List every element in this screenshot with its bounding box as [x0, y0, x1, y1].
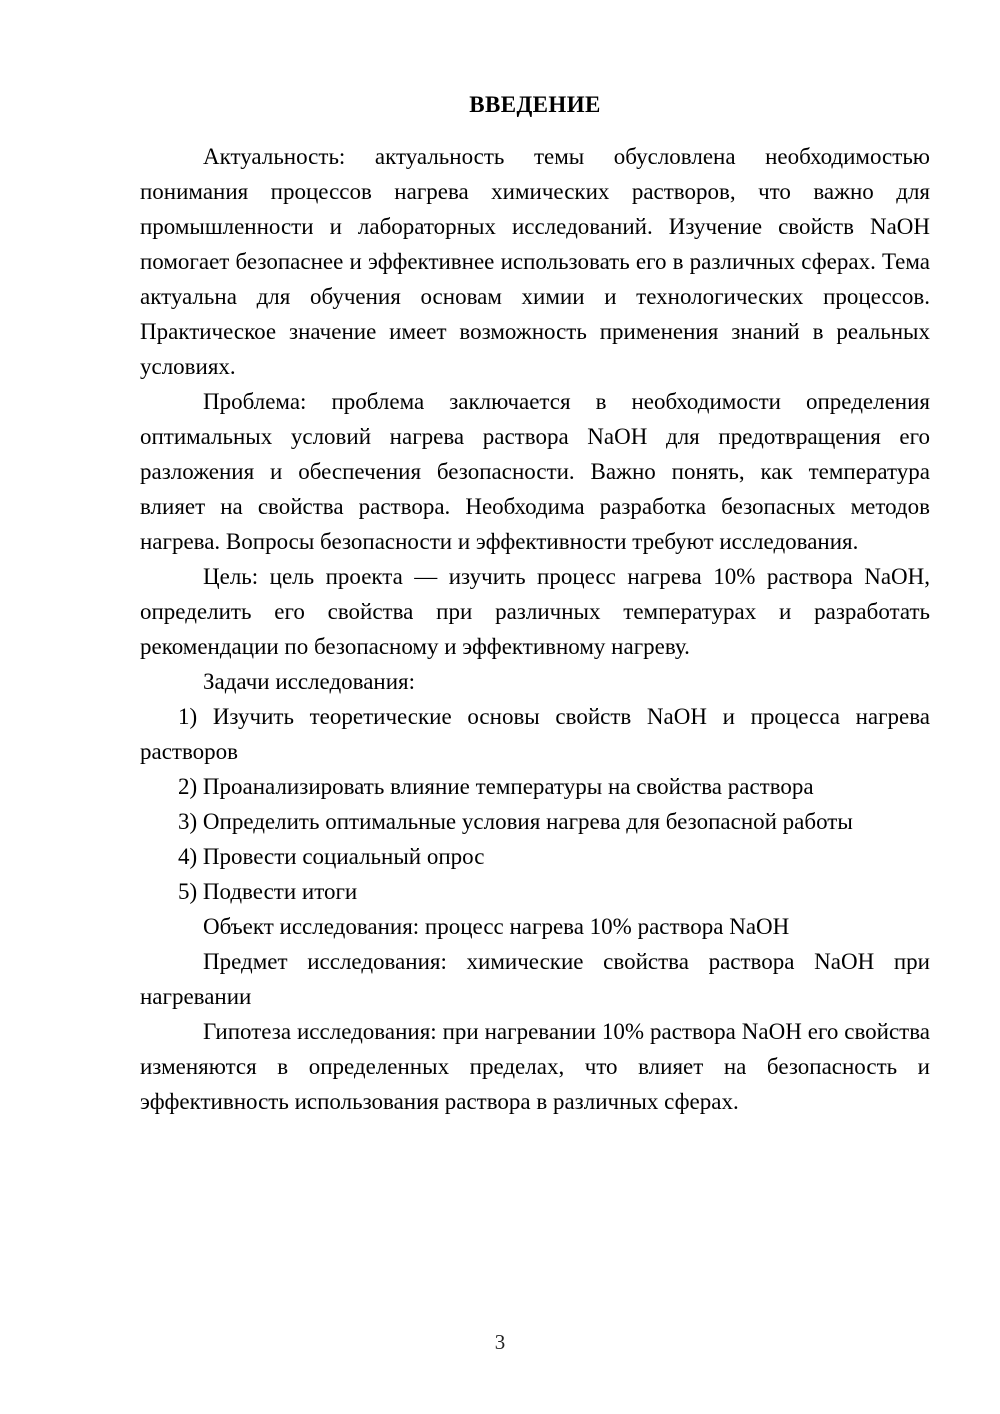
paragraph-subject: Предмет исследования: химические свойства раствора NaOH при нагревании [140, 948, 930, 1009]
paragraph-goal: Цель: цель проекта — изучить процесс нагрева 10% раствора NaOH, определить его свойства при различных температурах и разработать рекомендации по безопасному и эффективному нагреву. [140, 563, 930, 659]
list-item: 3) Определить оптимальные условия нагрева для безопасной работы [178, 808, 853, 834]
page-title: ВВЕДЕНИЕ [469, 92, 601, 117]
list-item: 2) Проанализировать влияние температуры на свойства раствора [178, 773, 814, 799]
list-item: 4) Провести социальный опрос [178, 843, 485, 869]
paragraph-object: Объект исследования: процесс нагрева 10% раствора NaOH [203, 913, 790, 939]
paragraph-relevance: Актуальность: актуальность темы обусловлена необходимостью понимания процессов нагрева химических растворов, что важно для промышленности и лабораторных исследований. Изучение свойств NaOH помогает безопаснее и эффективнее использовать его в различных сферах. Тема актуальна для обучения основам химии и технологических процессов. Практическое значение имеет возможность применения знаний в реальных условиях. [140, 143, 930, 379]
page-number: 3 [494, 1330, 506, 1354]
tasks-heading: Задачи исследования: [203, 668, 416, 694]
list-item: 1) Изучить теоретические основы свойств NaOH и процесса нагрева растворов [140, 703, 930, 764]
page-content [140, 88, 930, 1119]
list-item: 5) Подвести итоги [178, 878, 358, 904]
paragraph-problem: Проблема: проблема заключается в необходимости определения оптимальных условий нагрева раствора NaOH для предотвращения его разложения и обеспечения безопасности. Важно понять, как температура влияет на свойства раствора. Необходима разработка безопасных методов нагрева. Вопросы безопасности и эффективности требуют исследования. [140, 388, 930, 554]
paragraph-hypothesis: Гипотеза исследования: при нагревании 10% раствора NaOH его свойства изменяются в определенных пределах, что влияет на безопасность и эффективность использования раствора в различных сферах. [140, 1018, 930, 1114]
